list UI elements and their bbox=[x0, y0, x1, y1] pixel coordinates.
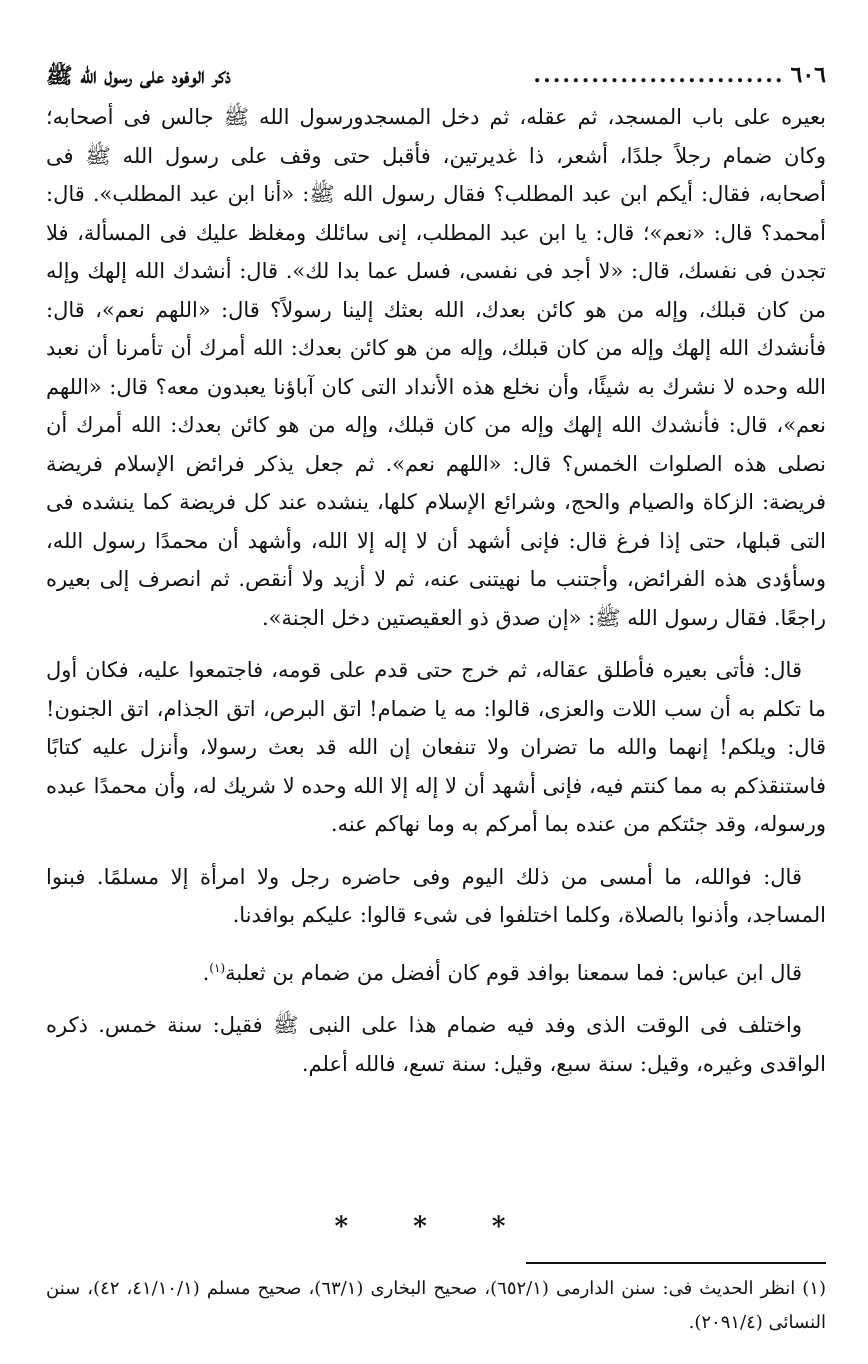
paragraph: واختلف فى الوقت الذى وفد فيه ضمام هذا على النبى ﷺ فقيل: سنة خمس. ذكره الواقدى وغيره، وقيل: سنة سبع، وقيل: سنة تسع، فالله أعلم. bbox=[46, 1013, 826, 1076]
section-separator: * * * bbox=[334, 1212, 534, 1242]
running-title: ذكر الوفود على رسول الله ﷺ bbox=[46, 63, 231, 89]
paragraph: بعيره على باب المسجد، ثم عقله، ثم دخل المسجدورسول الله ﷺ جالس فى أصحابه؛ وكان ضمام رجلاً جلدًا، أشعر، ذا غديرتين، فأقبل حتى وقف على رسول الله ﷺ فى أصحابه، فقال: أيكم ابن عبد المطلب؟ فقال رسول الله ﷺ: «أنا ابن عبد المطلب». قال: أمحمد؟ قال: «نعم»؛ قال: يا ابن عبد المطلب، إنى سائلك ومغلظ عليك فى المسألة، فلا تجدن فى نفسك، قال: «لا أجد فى نفسى، فسل عما بدا لك». قال: أنشدك الله إلهك وإله من كان قبلك، وإله من هو كائن بعدك، الله بعثك إلينا رسولاً؟ قال: «اللهم نعم»، قال: فأنشدك الله إلهك وإله من كان قبلك، وإله من هو كائن بعدك: الله أمرك أن تأمرنا أن نعبد الله وحده لا نشرك به شيئًا، وأن نخلع هذه الأنداد التى كان آباؤنا يعبدون معه؟ قال: «اللهم نعم»، قال: فأنشدك الله إلهك وإله من كان قبلك، وإله من هو كائن بعدك: الله أمرك أن نصلى هذه الصلوات الخمس؟ قال: «اللهم نعم». ثم جعل يذكر فرائض الإسلام فريضة فريضة: الزكاة والصيام والحج، وشرائع الإسلام كلها، ينشده عند كل فريضة كما ينشده فى التى قبلها، حتى إذا فرغ قال: فإنى أشهد أن لا إله إلا الله، وأشهد أن محمدًا رسول الله، وسأؤدى هذه الفرائض، وأجتنب ما نهيتنى عنه، ثم لا أزيد ولا أنقص. ثم انصرف إلى بعيره راجعًا. فقال رسول الله ﷺ: «إن صدق ذو العقيصتين دخل الجنة». bbox=[46, 105, 826, 630]
sentence-end: . bbox=[202, 960, 210, 985]
footnote-text: (١) انظر الحديث فى: سنن الدارمى (٦٥٢/١)، صحيح البخارى (٦٣/١)، صحيح مسلم (٤١/١٠/١، ٤٢)، سنن النسائى (٢٠٩١/٤). bbox=[46, 1278, 826, 1333]
footnote-marker: (١) bbox=[209, 960, 226, 975]
page-header bbox=[46, 62, 826, 96]
footnote bbox=[46, 1272, 826, 1340]
paragraph: قال: فوالله، ما أمسى من ذلك اليوم وفى حاضره رجل ولا امرأة إلا مسلمًا. فبنوا المساجد، وأذنوا بالصلاة، وكلما اختلفوا فى شىء قالوا: عليكم بوافدنا. bbox=[46, 864, 826, 927]
header-leader-dots: .......................... bbox=[533, 62, 785, 88]
page-number: ٦٠٦ bbox=[790, 62, 826, 88]
paragraph: قال: فأتى بعيره فأطلق عقاله، ثم خرج حتى قدم على قومه، فاجتمعوا عليه، فكان أول ما تكلم به أن سب اللات والعزى، قالوا: مه يا ضمام! اتق البرص، اتق الجذام، اتق الجنون! قال: ويلكم! إنهما والله ما تضران ولا تنفعان إن الله قد بعث رسولا، وأنزل عليه كتابًا فاستنقذكم به مما كنتم فيه، فإنى أشهد أن لا إله إلا الله وحده لا شريك له، وأن محمدًا عبده ورسوله، وقد جئتكم من عنده بما أمركم به وما نهاكم عنه. bbox=[46, 658, 826, 836]
footnote-rule bbox=[526, 1262, 826, 1264]
paragraph bbox=[46, 949, 826, 993]
main-text bbox=[46, 98, 826, 1083]
paragraph-text: قال ابن عباس: فما سمعنا بوافد قوم كان أفضل من ضمام بن ثعلبة bbox=[225, 960, 802, 985]
